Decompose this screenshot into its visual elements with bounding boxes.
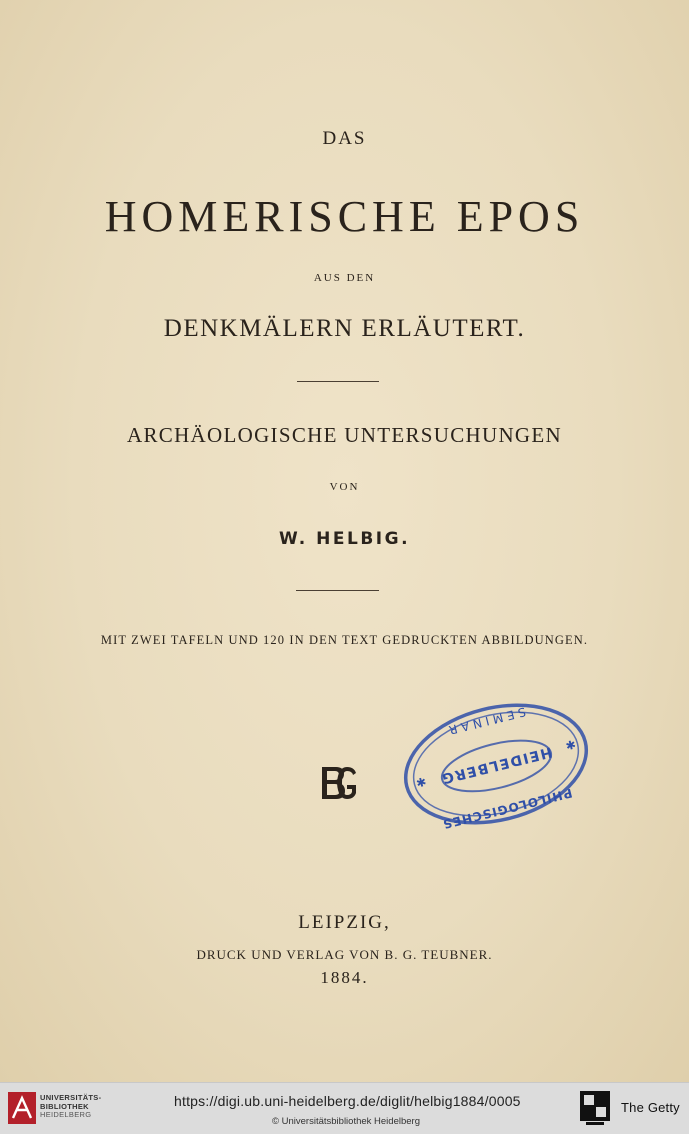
series-title: ARCHÄOLOGISCHE UNTERSUCHUNGEN — [127, 423, 562, 447]
stamp-top-text: SEMINAR — [443, 704, 528, 739]
title-connector: AUS DEN — [313, 272, 376, 284]
divider-rule-1 — [297, 381, 379, 382]
by-label: VON — [329, 481, 360, 493]
publisher-line: DRUCK UND VERLAG VON B. G. TEUBNER. — [196, 947, 493, 962]
getty-name[interactable]: The Getty — [621, 1100, 680, 1115]
seminar-stamp — [398, 696, 594, 832]
university-library-name[interactable] — [40, 1094, 101, 1120]
publisher-monogram-icon — [318, 763, 360, 803]
svg-text:✱: ✱ — [564, 737, 578, 754]
university-library-logo-icon[interactable] — [8, 1092, 36, 1124]
library-name-line-2: BIBLIOTHEK — [40, 1101, 89, 1111]
getty-logo-icon[interactable] — [580, 1091, 610, 1127]
library-name-line-3: HEIDELBERG — [40, 1110, 92, 1119]
stamp-city-text: HEIDELBERG — [438, 743, 554, 787]
plates-note: MIT ZWEI TAFELN UND 120 IN DEN TEXT GEDRUCKTEN ABBILDUNGEN. — [100, 633, 589, 647]
title-article: DAS — [322, 128, 367, 149]
publication-year: 1884. — [320, 968, 369, 987]
publication-city: LEIPZIG, — [298, 912, 391, 933]
subtitle: DENKMÄLERN ERLÄUTERT. — [163, 315, 526, 342]
svg-text:✱: ✱ — [414, 774, 428, 791]
copyright-notice: © Universitätsbibliothek Heidelberg — [272, 1116, 420, 1127]
permalink-url[interactable]: https://digi.ub.uni-heidelberg.de/diglit/helbig1884/0005 — [174, 1093, 521, 1109]
author-name: W. HELBIG. — [278, 529, 411, 549]
viewer-footer — [0, 1082, 689, 1134]
library-name-line-1: UNIVERSITÄTS- — [40, 1093, 102, 1102]
main-title: HOMERISCHE EPOS — [104, 192, 585, 241]
stamp-bottom-text: PHILOLOGISCHES — [440, 785, 574, 832]
divider-rule-2 — [296, 590, 379, 591]
